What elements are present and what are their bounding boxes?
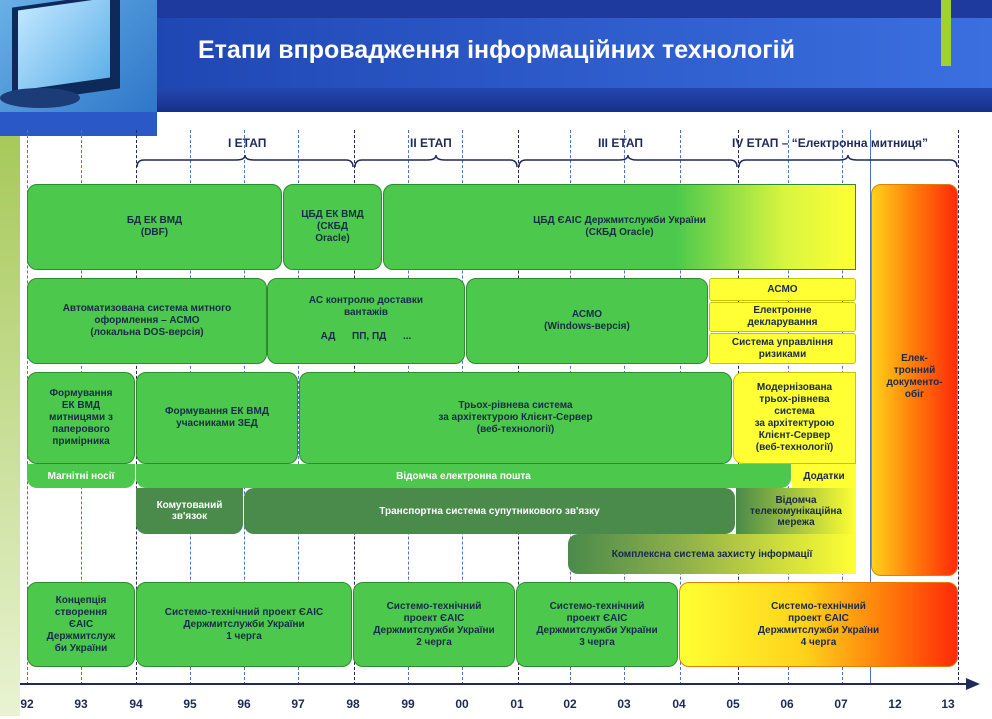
gridline-13 (958, 130, 959, 685)
asmo-local-line3: (локальна DOS-версія) (90, 327, 204, 338)
concept-line1: Концепція (55, 594, 107, 606)
year-tick: 94 (129, 697, 143, 711)
asmo-local-line2: оформлення – АСМО (94, 315, 200, 326)
concept-line4: Держмитслуж (46, 630, 116, 642)
left-green-edge (0, 136, 20, 716)
p3-line4: 3 черга (579, 636, 615, 648)
p1-line1: Системо-технічний проект ЄАІС (164, 606, 324, 618)
modern-line2: трьох-рівнева (759, 394, 830, 405)
bd-line2: (DBF) (140, 227, 169, 238)
three-tier-line2: за архітектурою Клієнт-Сервер (438, 412, 593, 423)
cbd-eais-line1: ЦБД ЄАІС Держмитслужби України (533, 215, 706, 226)
p4-line2: проект ЄАІС (788, 612, 849, 624)
cbd-line2: (СКБД (317, 221, 348, 232)
concept-line5: би України (54, 642, 108, 654)
cbd-eais-line2: (СКБД Oracle) (585, 227, 654, 238)
p4-line4: 4 черга (800, 636, 837, 648)
modern-line6: (веб-технології) (755, 442, 834, 453)
satellite-strip: Транспортна система супутникового зв'язку (244, 488, 735, 534)
p2-line3: Держмитслужби України (373, 624, 495, 636)
left-blue-bar (0, 112, 157, 136)
year-tick: 13 (941, 697, 955, 711)
bd-line1: БД ЕК ВМД (126, 215, 183, 226)
as-control-line3: АД ПП, ПД ... (320, 331, 412, 342)
page-title: Етапи впровадження інформаційних технологій (198, 36, 795, 64)
asmo-win-line2: (Windows-версія) (544, 321, 630, 332)
p3-line3: Держмитслужби України (536, 624, 658, 636)
p2-line2: проект ЄАІС (403, 612, 465, 624)
modern-line1: Модернізована (756, 382, 833, 393)
stage-1-label: І ЕТАП (228, 136, 267, 150)
p4-line1: Системо-технічний (771, 600, 866, 612)
project-1-box (136, 582, 352, 667)
addons-strip: Додатки (792, 464, 856, 488)
edoc-line2: тронний (893, 365, 936, 376)
project-3-box (516, 582, 678, 667)
year-tick: 92 (20, 697, 34, 711)
form-paper-line3: митницями з (49, 412, 113, 423)
concept-line3: ЄАІС (68, 618, 94, 630)
form-paper-line4: паперового (52, 424, 110, 435)
three-tier-line3: (веб-технології) (476, 424, 555, 435)
stage-2-brace (354, 154, 518, 168)
stage-2-label: ІІ ЕТАП (410, 136, 452, 150)
bd-ek-vmd-box (27, 184, 282, 270)
header-bottom-band (157, 88, 992, 112)
p1-line2: Держмитслужби України (183, 618, 305, 630)
year-tick: 04 (672, 697, 686, 711)
year-tick: 02 (563, 697, 577, 711)
year-tick: 99 (401, 697, 415, 711)
edecl-line2: декларування (747, 317, 818, 328)
cbd-line3: Oracle) (315, 233, 350, 244)
form-zed-line1: Формування ЕК ВМД (165, 406, 269, 417)
header-top-band (157, 0, 992, 18)
magnetic-media-strip: Магнітні носії (27, 464, 135, 488)
year-tick: 98 (346, 697, 360, 711)
cbd-line1: ЦБД ЕК ВМД (301, 209, 364, 220)
year-tick: 03 (617, 697, 631, 711)
year-tick: 07 (834, 697, 848, 711)
asmo-win-line1: АСМО (571, 309, 603, 320)
concept-line2: створення (54, 606, 108, 618)
year-tick: 00 (455, 697, 469, 711)
p3-line2: проект ЄАІС (566, 612, 628, 624)
three-tier-box (299, 372, 732, 464)
security-strip: Комплексна система захисту інформації (568, 534, 856, 574)
p4-line3: Держмитслужби України (757, 624, 880, 636)
p3-line1: Системо-технічний (549, 600, 645, 612)
as-control-box (267, 278, 465, 364)
switched-line2: зв'язок (171, 511, 208, 522)
header-accent-stripe (941, 0, 951, 66)
year-tick: 97 (291, 697, 305, 711)
three-tier-line1: Трьох-рівнева система (458, 400, 573, 411)
asmo-local-box (27, 278, 267, 364)
form-paper-line2: ЕК ВМД (61, 400, 101, 411)
telecom-line1: Відомча (775, 494, 817, 506)
concept-box (27, 582, 135, 667)
telecom-strip (736, 488, 856, 534)
project-2-box (353, 582, 515, 667)
stage-3-label: ІІІ ЕТАП (598, 136, 644, 150)
email-strip: Відомча електронна пошта (136, 464, 791, 488)
modernized-system-box (733, 372, 856, 464)
timeline-axis (20, 683, 968, 685)
edoc-line4: обіг (904, 389, 925, 400)
form-zed-box (136, 372, 298, 464)
monitor-base (0, 88, 80, 108)
p1-line3: 1 черга (226, 630, 262, 642)
project-4-box (679, 582, 958, 667)
form-paper-line5: примірника (52, 436, 110, 447)
timeline-arrow-icon (966, 678, 980, 690)
stage-4-label: ІV ЕТАП – “Електронна митниця” (732, 136, 929, 150)
monitor-screen (18, 0, 110, 90)
stage-1-brace (136, 154, 354, 168)
year-tick: 93 (74, 697, 88, 711)
year-tick: 96 (237, 697, 251, 711)
edeclaration-box (709, 302, 856, 332)
switched-link-strip (136, 488, 243, 534)
telecom-line2: телекомунікаційна (750, 505, 842, 517)
as-control-line1: АС контролю доставки (308, 295, 424, 306)
risk-management-box (709, 333, 856, 364)
form-paper-box (27, 372, 135, 464)
edoc-line3: документо- (886, 377, 943, 388)
modern-line3: система (774, 406, 815, 417)
modern-line5: Клієнт-Сервер (758, 430, 831, 441)
year-tick: 95 (183, 697, 197, 711)
risk-line1: Система управління (731, 336, 834, 348)
year-tick: 05 (726, 697, 740, 711)
stage-3-brace (518, 154, 738, 168)
stage-4-brace (738, 154, 958, 168)
computer-monitor-logo (0, 0, 157, 112)
cbd-eais-box (383, 184, 856, 270)
cbd-ek-vmd-box (283, 184, 382, 270)
risk-line2: ризиками (758, 348, 807, 360)
asmo-local-line1: Автоматизована система митного (62, 303, 232, 314)
as-control-line2: вантажів (343, 307, 389, 318)
form-paper-line1: Формування (49, 388, 113, 399)
asmo-windows-box (466, 278, 708, 364)
p2-line4: 2 черга (416, 636, 452, 648)
edoc-line1: Елек- (901, 353, 928, 364)
edecl-line1: Електронне (753, 305, 812, 316)
switched-line1: Комутований (156, 500, 223, 511)
year-tick: 06 (780, 697, 794, 711)
modern-line4: за архітектурою (754, 418, 835, 429)
electronic-doc-box (871, 184, 958, 576)
year-tick: 12 (888, 697, 902, 711)
asmo-yellow-box: АСМО (709, 278, 856, 301)
year-tick: 01 (510, 697, 524, 711)
form-zed-line2: учасниками ЗЕД (176, 418, 258, 429)
p2-line1: Системо-технічний (386, 600, 482, 612)
telecom-line3: мережа (777, 516, 815, 528)
